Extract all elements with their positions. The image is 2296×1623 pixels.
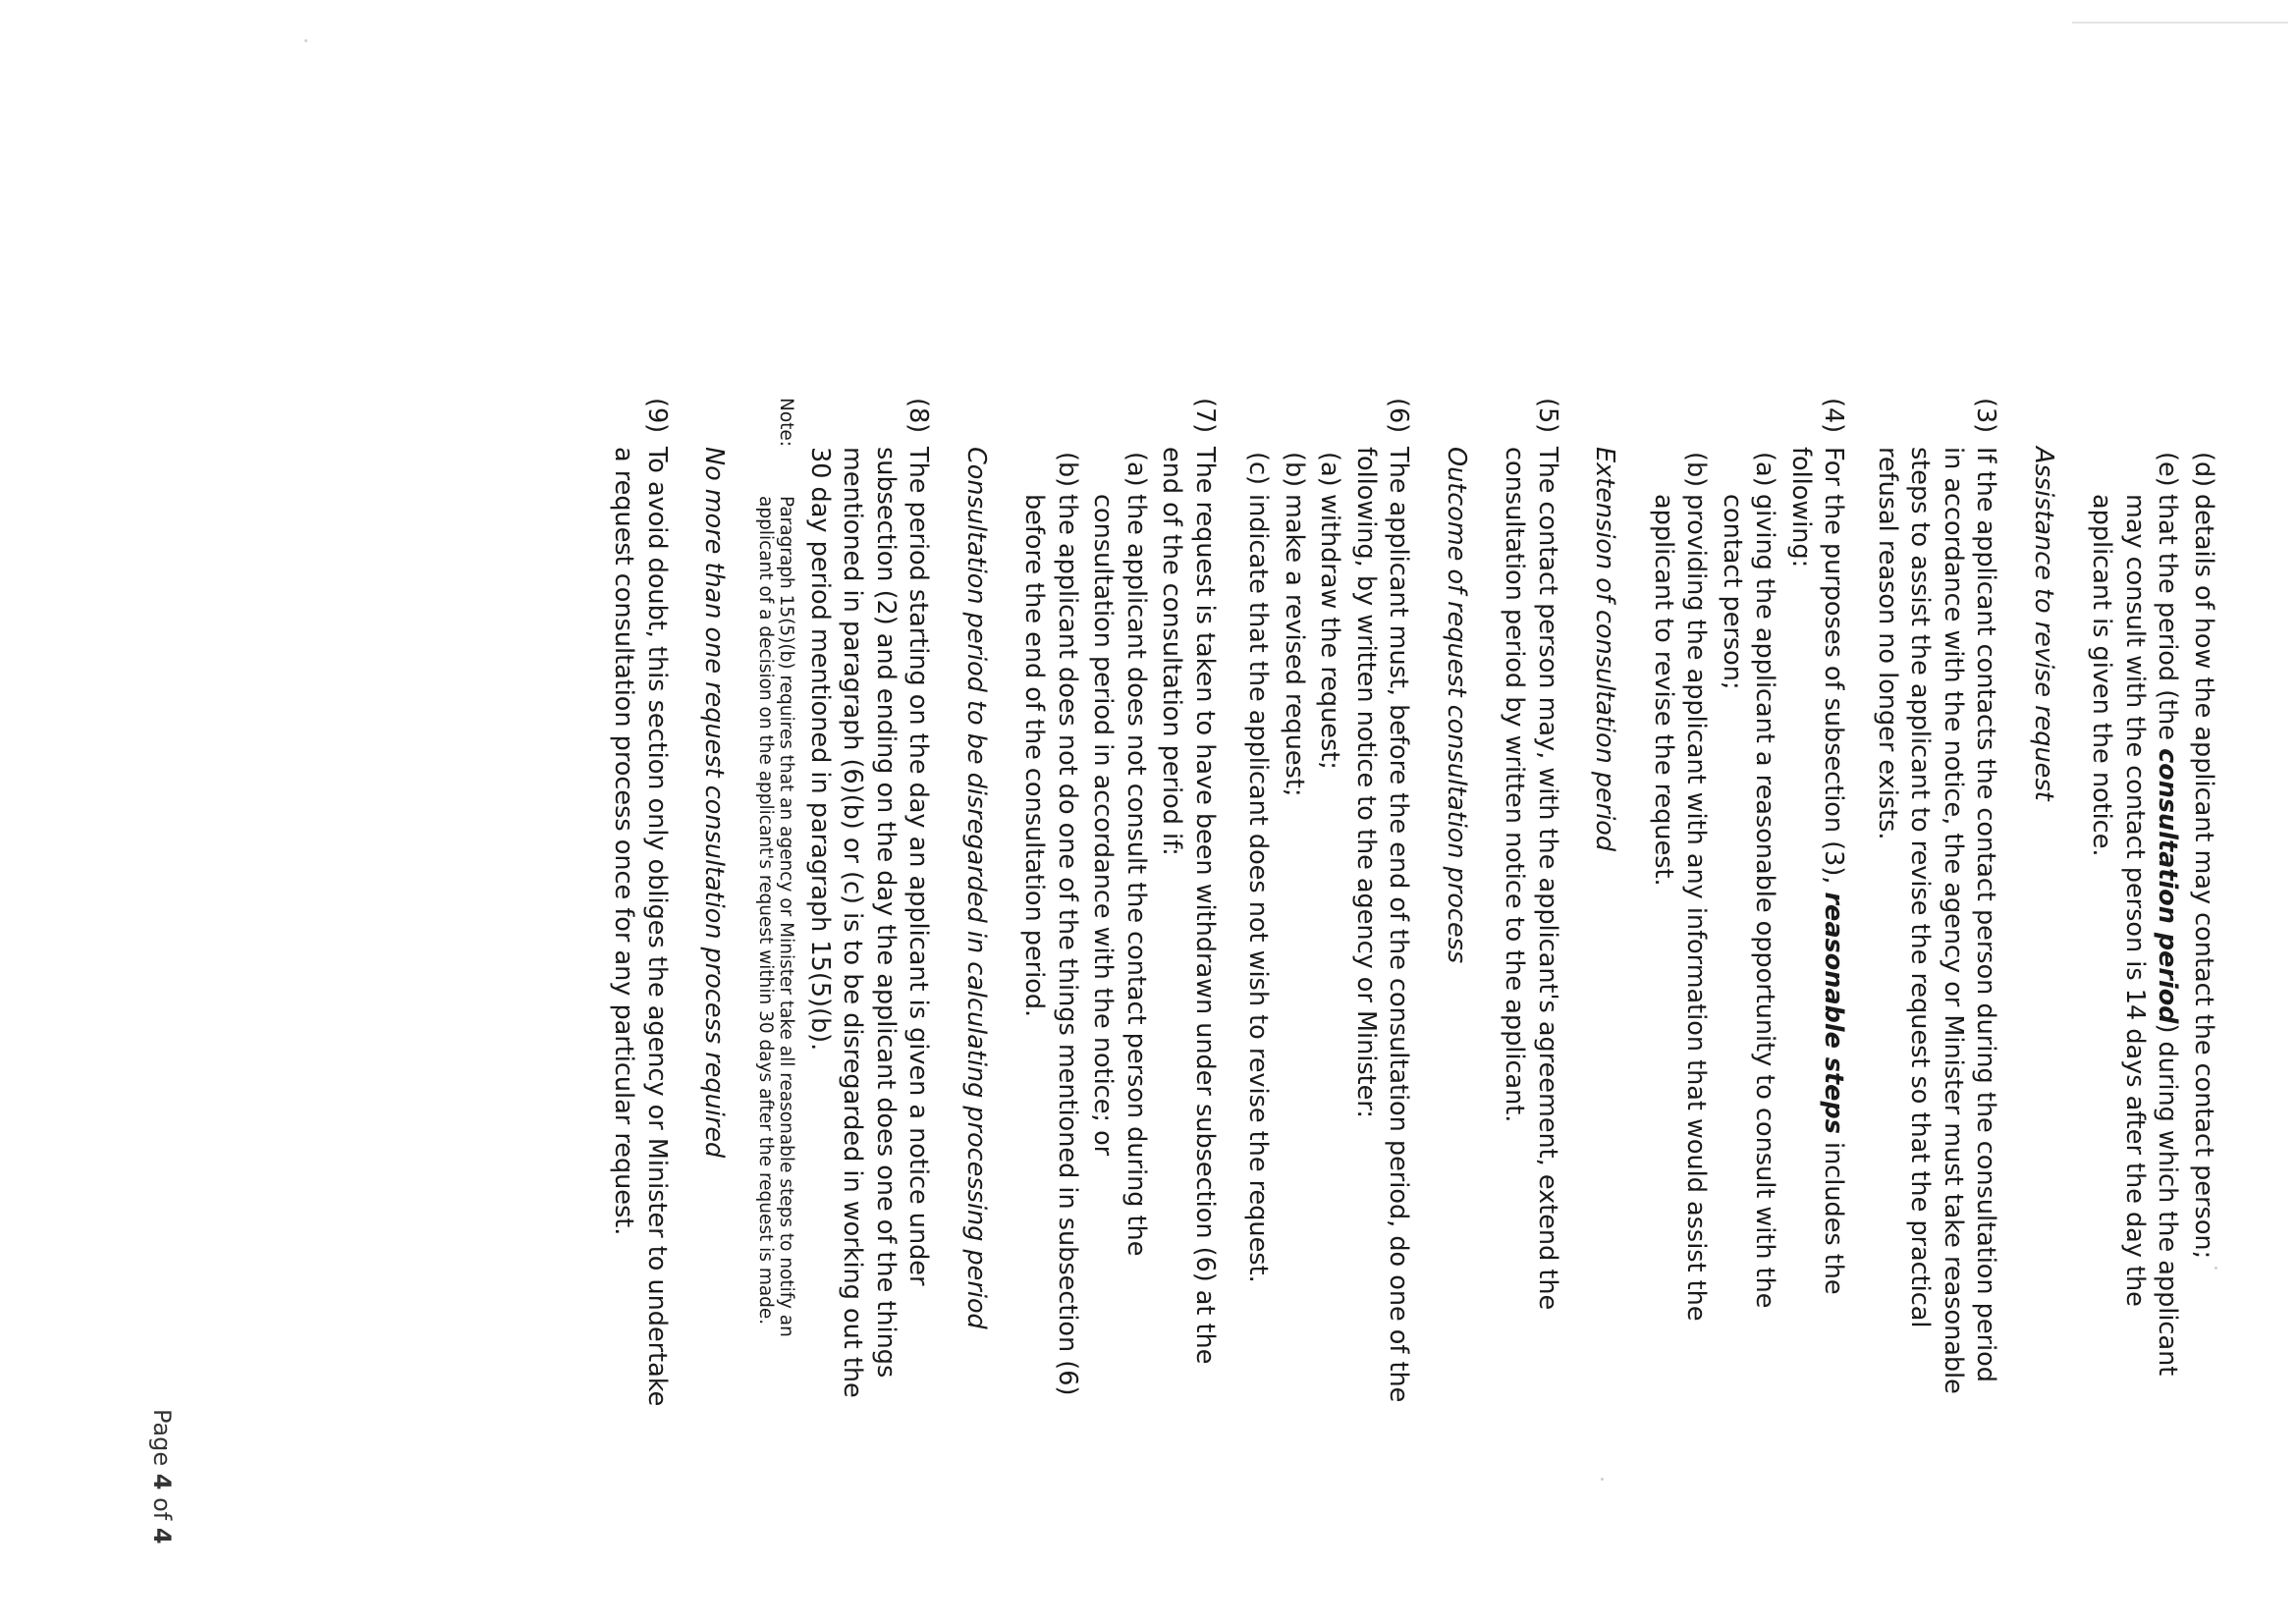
paragraph-b xyxy=(1278,398,1311,1409)
paragraph-number: (b) xyxy=(1280,452,1309,488)
subsection-text: If the applicant contacts the contact person during the consultation period in accordance with the notice, the agency or Minister must take reasonable steps to assist the applicant to revise the request so that the practical refusal reason no longer exists. xyxy=(1873,447,2001,1394)
paragraph-e xyxy=(2085,398,2184,1409)
total-pages: 4 xyxy=(148,1527,176,1544)
defined-term: consultation period xyxy=(2153,748,2183,1024)
note-label: Note: xyxy=(776,398,797,448)
current-page: 4 xyxy=(148,1473,176,1490)
paragraph-text: providing the applicant with any information that would assist the applicant to revise the request. xyxy=(1649,494,1712,1322)
subsection-text: The applicant must, before the end of the consultation period, do one of the following, by written notice to the agency or Minister: xyxy=(1351,447,1414,1403)
subsection-text: To avoid doubt, this section only obliges the agency or Minister to undertake a request consultation process once for any particular request. xyxy=(609,447,672,1407)
paragraph-text: the applicant does not consult the contact person during the consultation period in accordance with the notice; or xyxy=(1088,494,1151,1257)
subsection-7 xyxy=(1155,398,1221,1409)
paragraph-number: (c) xyxy=(1243,452,1274,485)
page-number-footer xyxy=(147,1409,177,1544)
paragraph-a xyxy=(1313,398,1346,1409)
defined-term: reasonable steps xyxy=(1819,892,1849,1134)
paragraph-text: indicate that the applicant does not wish to revise the request. xyxy=(1243,494,1274,1283)
paragraph-text: giving the applicant a reasonable opportunity to consult with the contact person; xyxy=(1718,494,1780,1309)
paragraph-number: (b) xyxy=(1053,452,1082,488)
subsection-number: (5) xyxy=(1533,398,1562,434)
section-heading: No more than one request consultation process required xyxy=(699,447,730,1159)
section-heading: Outcome of request consultation process xyxy=(1442,447,1471,964)
note xyxy=(756,398,797,1409)
paragraph-text: details of how the applicant may contact the contact person; xyxy=(2189,494,2218,1260)
paragraph-a xyxy=(1086,398,1152,1409)
paragraph-number: (a) xyxy=(1750,452,1780,487)
subsection-8 xyxy=(803,398,935,1409)
footer-prefix: Page xyxy=(148,1409,176,1474)
document-body xyxy=(607,398,2219,1409)
paragraph-text: ) during which the applicant may consult with the contact person is 14 days after the day the applicant is given the notice. xyxy=(2087,494,2183,1377)
paragraph-number: (e) xyxy=(2153,452,2183,487)
paragraph-text: the applicant does not do one of the things mentioned in subsection (6) before the end of the consultation period. xyxy=(1019,494,1082,1396)
subsection-5 xyxy=(1498,398,1563,1409)
subsection-number: (4) xyxy=(1819,398,1849,434)
paragraph-b xyxy=(1647,398,1713,1409)
paragraph-text: that the period (the xyxy=(2153,494,2183,749)
subsection-3 xyxy=(1871,398,2002,1409)
paragraph-number: (d) xyxy=(2189,452,2218,488)
subsection-number: (6) xyxy=(1384,398,1414,434)
subsection-text: The contact person may, with the applicant's agreement, extend the consultation period by written notice to the applicant. xyxy=(1500,447,1562,1311)
subsection-text: includes the following: xyxy=(1786,447,1849,1295)
section-heading: Extension of consultation period xyxy=(1590,447,1620,852)
paragraph-number: (a) xyxy=(1121,452,1151,487)
section-heading: Consultation period to be disregarded in calculating processing period xyxy=(961,447,991,1329)
note-text: Paragraph 15(5)(b) requires that an agency or Minister take all reasonable steps to notify an applicant of a decision on the applicant's request within 30 days after the request is made. xyxy=(755,496,797,1337)
section-heading: Assistance to revise request xyxy=(2029,447,2058,801)
subsection-4 xyxy=(1784,398,1850,1409)
footer-middle: of xyxy=(148,1489,176,1528)
paragraph-text: withdraw the request; xyxy=(1315,494,1345,770)
subsection-number: (3) xyxy=(1971,398,2001,434)
subsection-number: (7) xyxy=(1190,398,1220,434)
subsection-6 xyxy=(1349,398,1415,1409)
paragraph-number: (a) xyxy=(1315,452,1345,487)
paragraph-number: (b) xyxy=(1681,452,1712,488)
subsection-number: (8) xyxy=(903,398,934,434)
subsection-number: (9) xyxy=(642,398,672,434)
paragraph-a xyxy=(1716,398,1781,1409)
subsection-9 xyxy=(607,398,673,1409)
paragraph-b xyxy=(1017,398,1083,1409)
paragraph-d xyxy=(2187,398,2220,1409)
paragraph-c xyxy=(1241,398,1275,1409)
subsection-text: The request is taken to have been withdrawn under subsection (6) at the end of the consultation period if: xyxy=(1157,447,1220,1365)
paragraph-text: make a revised request; xyxy=(1280,494,1309,797)
subsection-text: For the purposes of subsection (3), xyxy=(1819,447,1849,893)
subsection-text: The period starting on the day an applicant is given a notice under subsection (2) and ending on the day the applicant does one of the things mentioned in paragraph (6)(b) or (c) is to be disregarded in working out the 30 day period mentioned in paragraph 15(5)(b). xyxy=(805,447,934,1398)
